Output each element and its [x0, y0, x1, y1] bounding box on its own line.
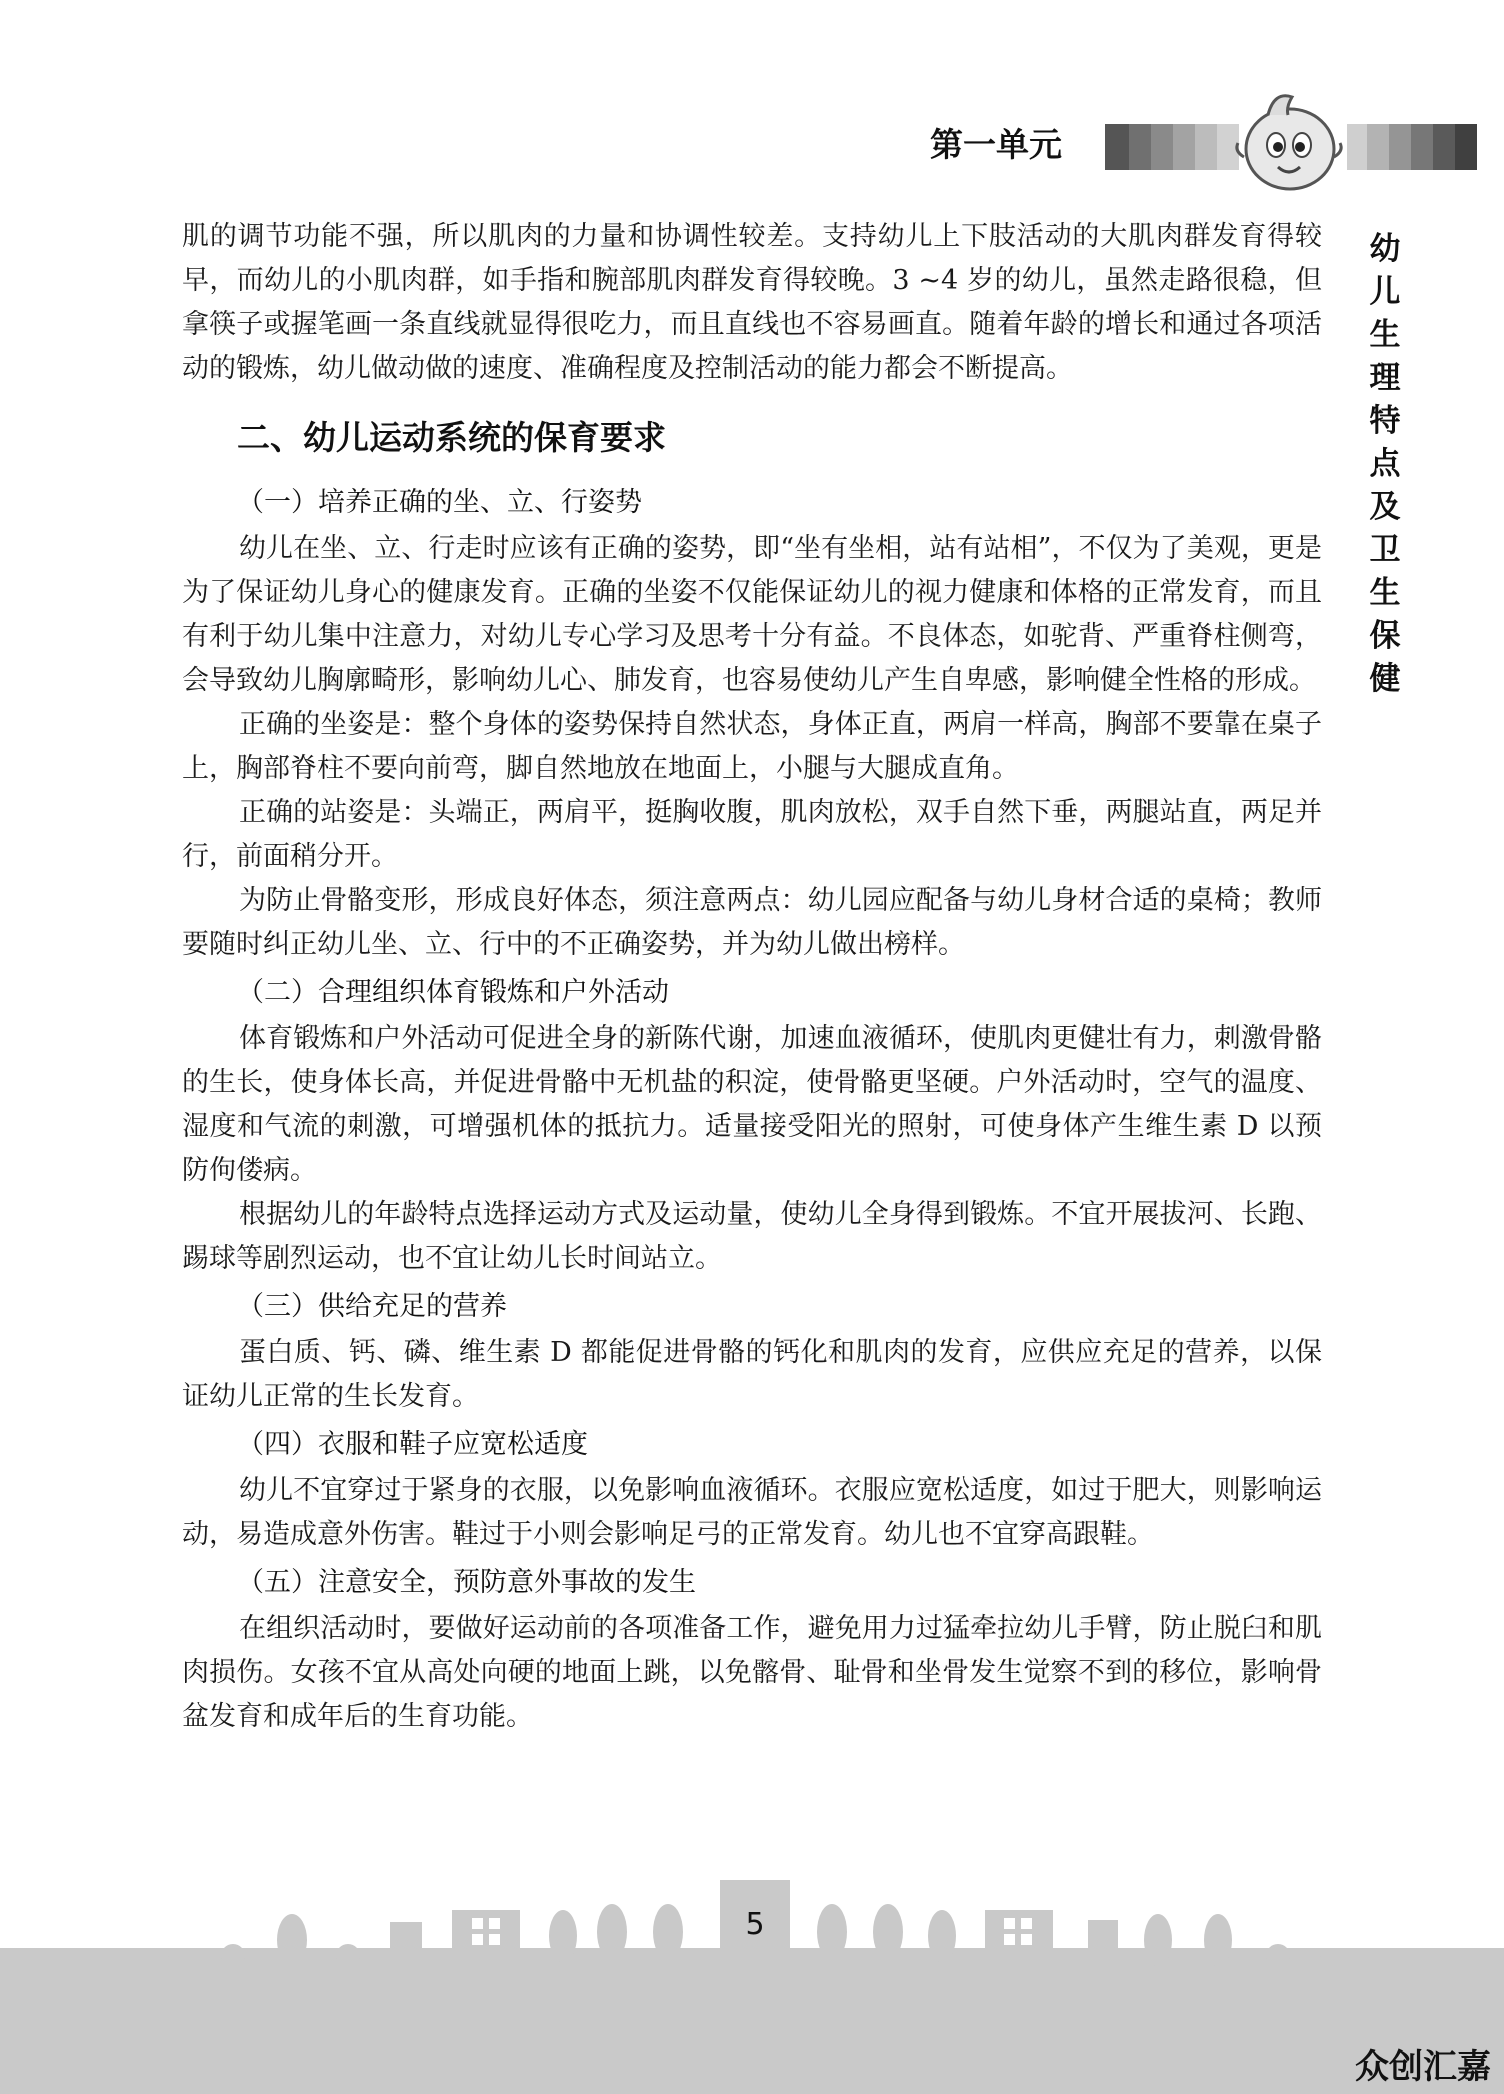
subsection-heading-4: （四）衣服和鞋子应宽松适度 — [237, 1429, 588, 1460]
side-chapter-title — [1362, 228, 1408, 701]
section-heading: 二、幼儿运动系统的保育要求 — [237, 418, 666, 457]
side-title-char: 保 — [1369, 618, 1401, 654]
side-title-char: 儿 — [1369, 274, 1401, 310]
unit-title: 第一单元 — [930, 125, 1062, 164]
mascot-illustration — [1230, 85, 1350, 205]
body-paragraph: 根据幼儿的年龄特点选择运动方式及运动量，使幼儿全身得到锻炼。不宜开展拔河、长跑、踢球等剧烈运动，也不宜让幼儿长时间站立。 — [182, 1199, 1322, 1274]
side-title-char: 幼 — [1369, 231, 1401, 267]
main-content — [182, 215, 1322, 1739]
subsection-heading-5: （五）注意安全，预防意外事故的发生 — [237, 1567, 696, 1598]
side-title-char: 理 — [1369, 360, 1401, 396]
subsection-heading-2: （二）合理组织体育锻炼和户外活动 — [237, 977, 669, 1008]
body-paragraph: 在组织活动时，要做好运动前的各项准备工作，避免用力过猛牵拉幼儿手臂，防止脱臼和肌肉损伤。女孩不宜从高处向硬的地面上跳，以免髂骨、耻骨和坐骨发生觉察不到的移位，影响骨盆发育和成年后的生育功能。 — [182, 1613, 1322, 1732]
body-paragraph: 为防止骨骼变形，形成良好体态，须注意两点：幼儿园应配备与幼儿身材合适的桌椅；教师要随时纠正幼儿坐、立、行中的不正确姿势，并为幼儿做出榜样。 — [182, 885, 1322, 960]
side-title-char: 点 — [1369, 446, 1401, 482]
intro-paragraph: 肌的调节功能不强，所以肌肉的力量和协调性较差。支持幼儿上下肢活动的大肌肉群发育得较早，而幼儿的小肌肉群，如手指和腕部肌肉群发育得较晚。3 ~4 岁的幼儿，虽然走路很稳，但拿筷子或握笔画一条直线就显得很吃力，而且直线也不容易画直。随着年龄的增长和通过各项活动的锻炼，幼儿做动做的速度、准确程度及控制活动的能力都会不断提高。 — [182, 221, 1322, 384]
body-paragraph: 幼儿不宜穿过于紧身的衣服，以免影响血液循环。衣服应宽松适度，如过于肥大，则影响运动，易造成意外伤害。鞋过于小则会影响足弓的正常发育。幼儿也不宜穿高跟鞋。 — [182, 1475, 1322, 1550]
page-number: 5 — [745, 1907, 765, 1942]
side-title-char: 健 — [1369, 661, 1401, 697]
body-paragraph: 幼儿在坐、立、行走时应该有正确的姿势，即“坐有坐相，站有站相”，不仅为了美观，更是为了保证幼儿身心的健康发育。正确的坐姿不仅能保证幼儿的视力健康和体格的正常发育，而且有利于幼儿集中注意力，对幼儿专心学习及思考十分有益。不良体态，如驼背、严重脊柱侧弯，会导致幼儿胸廓畸形，影响幼儿心、肺发育，也容易使幼儿产生自卑感，影响健全性格的形成。 — [182, 533, 1322, 696]
body-paragraph: 正确的坐姿是：整个身体的姿势保持自然状态，身体正直，两肩一样高，胸部不要靠在桌子上，胸部脊柱不要向前弯，脚自然地放在地面上，小腿与大腿成直角。 — [182, 709, 1322, 784]
body-paragraph: 正确的站姿是：头端正，两肩平，挺胸收腹，肌肉放松，双手自然下垂，两腿站直，两足并行，前面稍分开。 — [182, 797, 1322, 872]
side-title-char: 及 — [1369, 489, 1401, 525]
subsection-heading-1: （一）培养正确的坐、立、行姿势 — [237, 487, 642, 518]
watermark: 众创汇嘉 — [1355, 2047, 1491, 2087]
side-title-char: 生 — [1369, 575, 1401, 611]
body-paragraph: 蛋白质、钙、磷、维生素 D 都能促进骨骼的钙化和肌肉的发育，应供应充足的营养，以保证幼儿正常的生长发育。 — [182, 1337, 1322, 1412]
footer-skyline-illustration — [0, 1870, 1504, 2094]
side-title-char: 特 — [1369, 403, 1401, 439]
side-title-char: 卫 — [1369, 532, 1401, 568]
side-title-char: 生 — [1369, 317, 1401, 353]
body-paragraph: 体育锻炼和户外活动可促进全身的新陈代谢，加速血液循环，使肌肉更健壮有力，刺激骨骼的生长，使身体长高，并促进骨骼中无机盐的积淀，使骨骼更坚硬。户外活动时，空气的温度、湿度和气流的刺激，可增强机体的抵抗力。适量接受阳光的照射，可使身体产生维生素 D 以预防佝偻病。 — [182, 1023, 1322, 1186]
subsection-heading-3: （三）供给充足的营养 — [237, 1291, 507, 1322]
